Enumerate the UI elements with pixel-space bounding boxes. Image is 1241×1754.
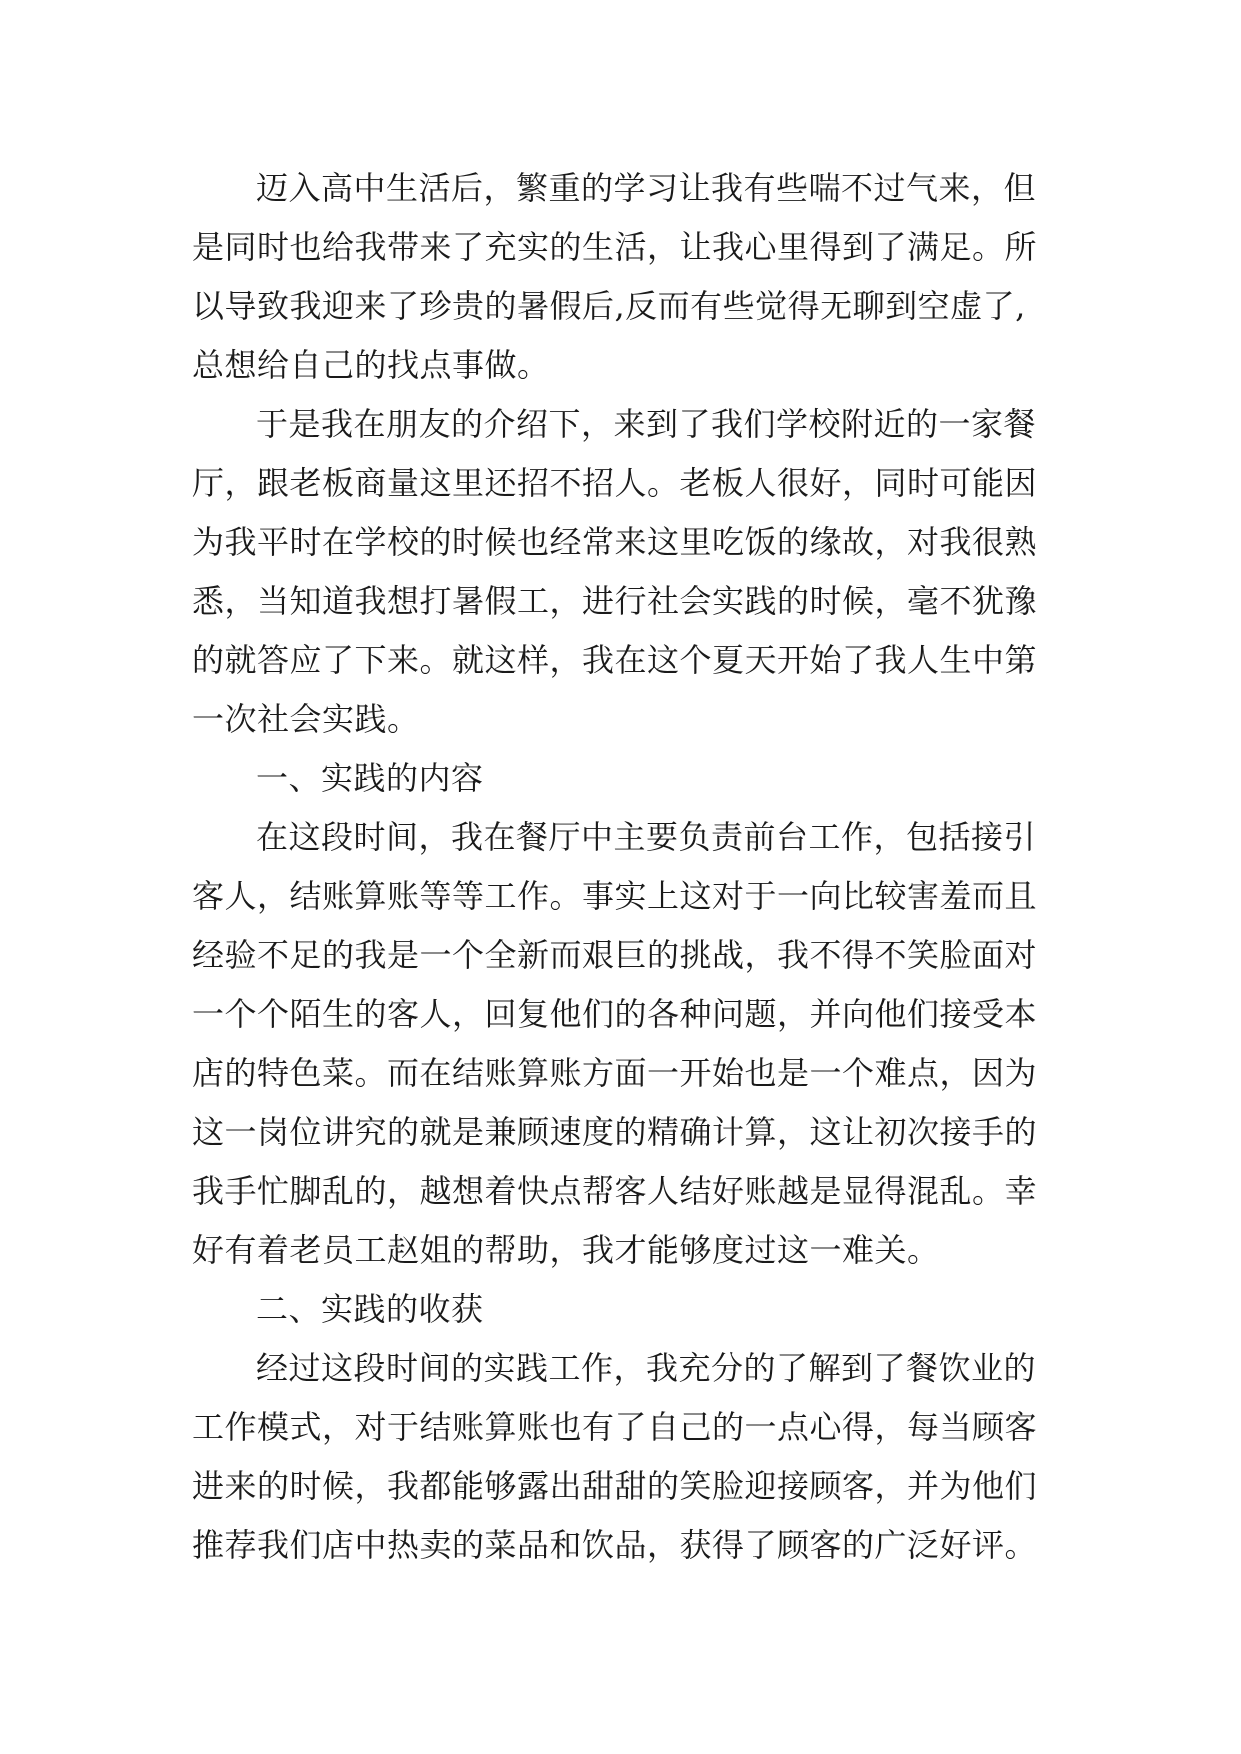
text-line: 总想给自己的找点事做。 bbox=[192, 346, 550, 384]
text-line: 以导致我迎来了珍贵的暑假后,反而有些觉得无聊到空虚了, bbox=[192, 287, 1026, 325]
text-line: 厅，跟老板商量这里还招不招人。老板人很好，同时可能因 bbox=[192, 464, 1038, 502]
text-line: 二、实践的收获 bbox=[256, 1290, 484, 1328]
text-line: 一个个陌生的客人，回复他们的各种问题，并向他们接受本 bbox=[192, 995, 1038, 1033]
text-line: 在这段时间，我在餐厅中主要负责前台工作，包括接引 bbox=[256, 818, 1037, 856]
text-line: 悉，当知道我想打暑假工，进行社会实践的时候，毫不犹豫 bbox=[192, 582, 1038, 620]
text-line: 一、实践的内容 bbox=[256, 759, 484, 797]
text-line: 店的特色菜。而在结账算账方面一开始也是一个难点，因为 bbox=[192, 1054, 1038, 1092]
text-line: 为我平时在学校的时候也经常来这里吃饭的缘故，对我很熟 bbox=[192, 523, 1038, 561]
text-line: 工作模式，对于结账算账也有了自己的一点心得，每当顾客 bbox=[192, 1408, 1038, 1446]
document-body bbox=[192, 159, 1082, 1575]
text-line: 进来的时候，我都能够露出甜甜的笑脸迎接顾客，并为他们 bbox=[192, 1467, 1038, 1505]
text-line: 经过这段时间的实践工作，我充分的了解到了餐饮业的 bbox=[256, 1349, 1037, 1387]
text-line: 推荐我们店中热卖的菜品和饮品，获得了顾客的广泛好评。 bbox=[192, 1526, 1038, 1564]
text-line: 客人，结账算账等等工作。事实上这对于一向比较害羞而且 bbox=[192, 877, 1038, 915]
text-line: 的就答应了下来。就这样，我在这个夏天开始了我人生中第 bbox=[192, 641, 1038, 679]
text-line: 一次社会实践。 bbox=[192, 700, 420, 738]
text-line: 这一岗位讲究的就是兼顾速度的精确计算，这让初次接手的 bbox=[192, 1113, 1038, 1151]
text-line: 我手忙脚乱的，越想着快点帮客人结好账越是显得混乱。幸 bbox=[192, 1172, 1038, 1210]
text-line: 是同时也给我带来了充实的生活，让我心里得到了满足。所 bbox=[192, 228, 1038, 266]
text-line: 于是我在朋友的介绍下，来到了我们学校附近的一家餐 bbox=[256, 405, 1037, 443]
text-line: 迈入高中生活后，繁重的学习让我有些喘不过气来，但 bbox=[256, 169, 1037, 207]
text-line: 经验不足的我是一个全新而艰巨的挑战，我不得不笑脸面对 bbox=[192, 936, 1038, 974]
text-line: 好有着老员工赵姐的帮助，我才能够度过这一难关。 bbox=[192, 1231, 940, 1269]
